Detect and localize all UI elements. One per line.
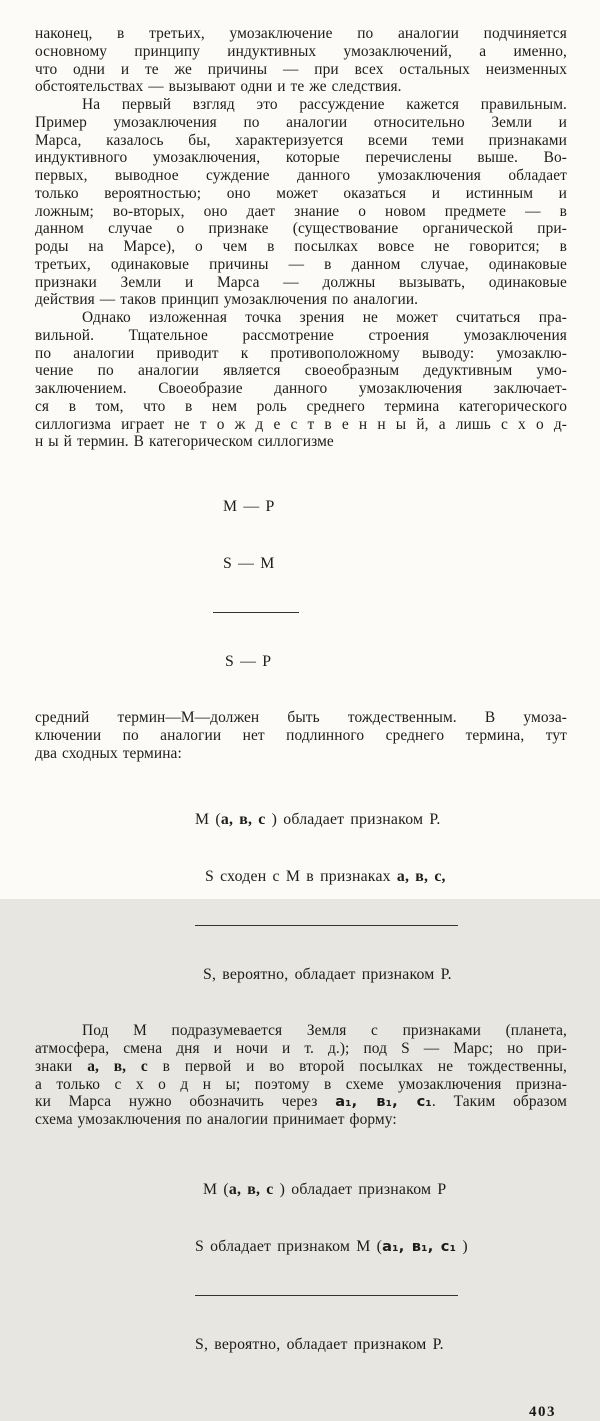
- formula-text: ) обладает признаком Р.: [265, 811, 441, 829]
- text-line: средний термин—М—должен быть тождественным. В умоза-: [35, 709, 567, 726]
- analogy1-premise-1: [195, 810, 465, 829]
- paragraph-middle-term: [35, 709, 567, 762]
- text-line: ложным; во-вторых, оно дает знание о новом предмете — в: [35, 202, 567, 220]
- text-line: схема умозаключения по аналогии принимает форму:: [35, 1111, 397, 1128]
- attribute-terms: а, в, с: [228, 1180, 274, 1198]
- text-segment: знаки: [35, 1057, 88, 1075]
- text-line: признаки Земли и Марса — должны вызывать, одинаковые: [35, 273, 567, 291]
- formula-text: ) обладает признаком Р: [273, 1180, 447, 1198]
- text-line: атмосфера, смена дня и ночи и т. д.); под S — Марс; но при-: [35, 1040, 567, 1057]
- inference-rule-line: [213, 612, 299, 613]
- text-line: заключением. Своеобразие данного умозаключения заключает-: [35, 380, 567, 397]
- analogy2-premise-1: [203, 1180, 465, 1199]
- formula-text: S обладает признаком М (: [195, 1237, 383, 1255]
- formula-text: М (: [195, 811, 221, 829]
- syllogism-premise-1: М — Р: [223, 498, 275, 515]
- inference-rule-line: [195, 925, 458, 926]
- text-line: На первый взгляд это рассуждение кажется правильным.: [82, 96, 567, 113]
- formula-text: S сходен с М в признаках: [205, 868, 397, 886]
- subscripted-attribute-terms: а₁, в₁, с₁: [335, 1093, 432, 1111]
- text-line: первых, выводное суждение данного умозаключения обладает: [35, 167, 567, 184]
- text-line: силлогизма играет не т о ж д е с т в е н н ы й, а лишь с х о д-: [35, 415, 567, 433]
- text-line: основному принципу индуктивных умозаключений, а именно,: [35, 42, 567, 60]
- syllogism-premise-2: S — М: [223, 555, 275, 572]
- text-line: Однако изложенная точка зрения не может считаться пра-: [82, 309, 567, 326]
- text-line: что одни и те же причины — при всех остальных неизменных: [35, 60, 567, 78]
- attribute-terms: а, в, с: [87, 1057, 148, 1075]
- subscripted-attribute-terms: а₁, в₁, с₁: [382, 1237, 457, 1255]
- paragraph-deductive-view: [35, 309, 567, 451]
- paragraph-first-glance: [35, 96, 567, 309]
- text-line: н ы й термин. В категорическом силлогизме: [35, 433, 334, 451]
- text-line: [35, 1058, 567, 1076]
- analogy-schema-1: [195, 772, 465, 1022]
- text-segment: ки Марса нужно обозначить через: [35, 1093, 336, 1111]
- formula-text: М (: [203, 1180, 229, 1198]
- analogy2-conclusion: S, вероятно, обладает признаком Р.: [195, 1335, 444, 1353]
- text-line: Под М подразумевается Земля с признаками (планета,: [82, 1022, 567, 1040]
- syllogism-conclusion: S — Р: [225, 653, 272, 670]
- syllogism-schema: [213, 459, 333, 709]
- text-line: а только с х о д н ы; поэтому в схеме умозаключения призна-: [35, 1075, 567, 1093]
- text-line: Пример умозаключения по аналогии относительно Земли и: [35, 113, 567, 131]
- formula-text: ): [456, 1237, 468, 1255]
- text-line: действия — таков принцип умозаключения по аналогии.: [35, 291, 419, 309]
- text-line: данном случае о признаке (существование органической при-: [35, 220, 567, 238]
- text-line: два сходных термина:: [35, 744, 182, 762]
- text-line: чение по аналогии является своеобразным дедуктивным умо-: [35, 362, 567, 380]
- page-number: 403: [529, 1403, 556, 1420]
- text-line: [35, 1093, 567, 1111]
- text-line: ся в том, что в нем роль среднего термина категорического: [35, 397, 567, 415]
- text-line: вильной. Тщательное рассмотрение строения умозаключения: [35, 326, 567, 344]
- attribute-terms: а, в, с,: [396, 868, 446, 886]
- text-segment: . Таким образом: [431, 1093, 567, 1111]
- attribute-terms: а, в, с: [220, 811, 266, 829]
- analogy1-premise-2: [205, 867, 465, 886]
- analogy-schema-2: [195, 1142, 468, 1392]
- text-line: индуктивного умозаключения, которые перечислены выше. Во-: [35, 149, 567, 167]
- paragraph-induction-principle: [35, 25, 567, 96]
- text-line: ключении по аналогии нет подлинного среднего термина, тут: [35, 726, 567, 744]
- text-line: Марса, казалось бы, характеризуется всеми теми признаками: [35, 131, 567, 149]
- text-line: наконец, в третьих, умозаключение по аналогии подчиняется: [35, 25, 567, 42]
- text-segment: в первой и во второй посылках не тождественны,: [147, 1057, 567, 1075]
- text-line: обстоятельствах — вызывают одни и те же следствия.: [35, 78, 402, 96]
- analogy1-conclusion: S, вероятно, обладает признаком Р.: [203, 966, 452, 984]
- text-line: третьих, одинаковые причины — в данном случае, одинаковые: [35, 255, 567, 273]
- analogy2-premise-2: [195, 1237, 468, 1256]
- inference-rule-line: [195, 1295, 458, 1296]
- text-line: роды на Марсе), о чем в посылках вовсе не говорится; в: [35, 238, 567, 255]
- text-line: только вероятностью; оно может оказаться и истинным и: [35, 184, 567, 202]
- paragraph-mars-terms: [35, 1022, 567, 1129]
- text-line: по аналогии приводит к противоположному выводу: умозаклю-: [35, 344, 567, 362]
